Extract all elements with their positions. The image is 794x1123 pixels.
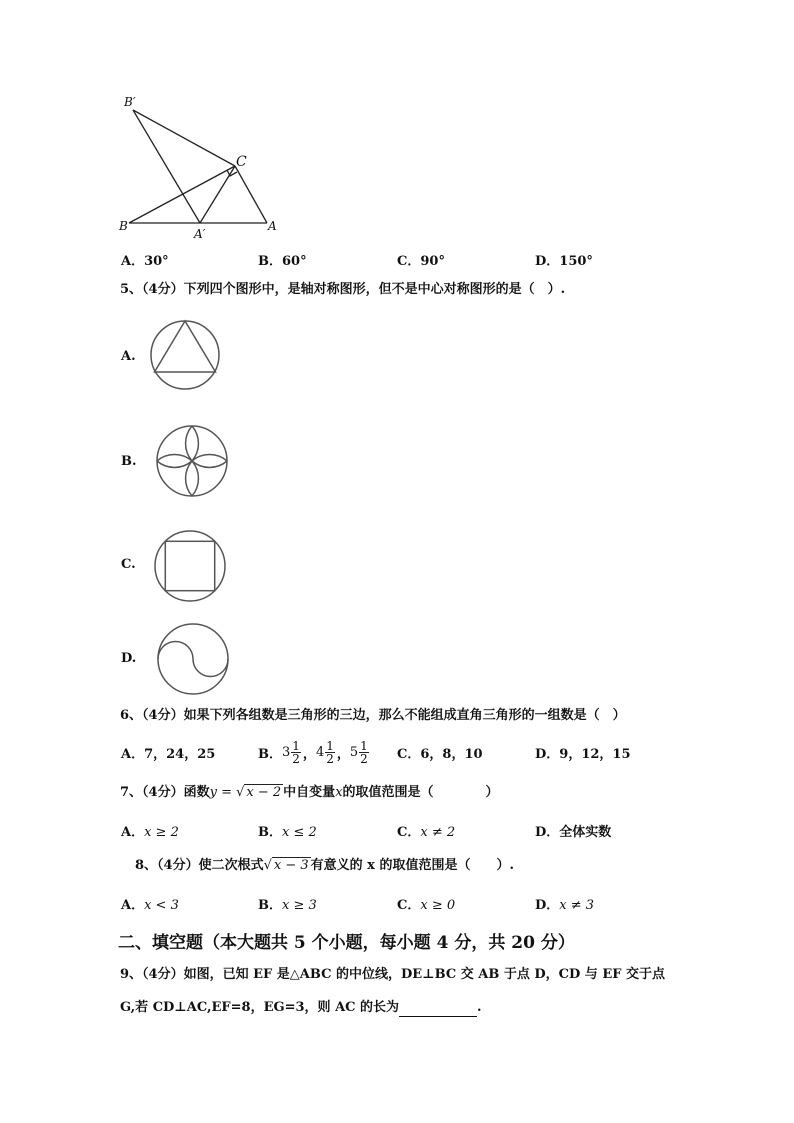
option-letter: B． [258, 825, 282, 840]
whole: 5 [349, 744, 359, 760]
option-text: 7，24，25 [144, 747, 216, 762]
radicand: x − 3 [273, 858, 309, 873]
option-text: 全体实数 [559, 825, 612, 840]
numerator: 1 [360, 738, 368, 753]
option-letter: D． [535, 825, 560, 840]
option-letter: A． [121, 898, 145, 913]
q8-option-c[interactable] [397, 894, 455, 913]
option-letter: C． [397, 747, 421, 762]
option-text: 6，8，10 [420, 747, 483, 762]
label-a-prime: A′ [194, 227, 206, 241]
q6-stem: 6、（4分）如果下列各组数是三角形的三边，那么不能组成直角三角形的一组数是（ ） [120, 708, 626, 723]
option-text: x ≠ 2 [420, 825, 456, 840]
q7-option-c[interactable] [397, 821, 455, 840]
whole: 3 [282, 744, 291, 760]
option-letter: D． [535, 747, 560, 762]
label-a: A [268, 219, 277, 233]
fraction [291, 740, 301, 765]
q4-option-c[interactable] [397, 250, 445, 269]
stem-prefix: 7、（4分）函数 [120, 785, 210, 800]
option-text: 60° [282, 254, 307, 269]
label-b: B [119, 219, 128, 233]
s-curve [158, 642, 228, 677]
stem-end: . [477, 1000, 482, 1015]
whole: 4 [315, 744, 325, 760]
variable: x [335, 785, 343, 800]
denominator: 2 [292, 751, 300, 766]
segment-c-a [235, 166, 267, 223]
option-letter: A． [121, 747, 145, 762]
option-letter: B． [258, 254, 282, 269]
outer-circle [151, 321, 219, 389]
option-letter: C． [397, 825, 421, 840]
denominator: 2 [360, 751, 368, 766]
option-text: x ≥ 0 [420, 898, 456, 913]
sqrt-sign: √ [263, 858, 272, 873]
q7-option-a[interactable] [121, 821, 179, 840]
petal-top [186, 426, 199, 461]
separator: ， [336, 746, 350, 762]
q6-option-a[interactable] [121, 743, 215, 762]
segment-b-prime-c [133, 110, 235, 166]
q8-option-b[interactable] [258, 894, 317, 913]
q9-stem-line2 [120, 999, 482, 1017]
option-text: 150° [559, 254, 593, 269]
q8-option-a[interactable] [121, 894, 179, 913]
q5-figure-c[interactable] [152, 528, 228, 604]
stem-prefix: 8、（4分）使二次根式 [135, 858, 264, 873]
q5-option-b-letter[interactable]: B. [121, 454, 137, 469]
mixed-number-2 [316, 740, 337, 765]
q4-option-b[interactable] [258, 250, 307, 269]
q6-option-c[interactable] [397, 743, 483, 762]
option-letter: A． [121, 254, 145, 269]
denominator: 2 [326, 751, 334, 766]
sqrt-sign: √ [236, 785, 245, 800]
option-text: x ≥ 3 [282, 898, 317, 913]
q5-option-d-letter[interactable]: D. [121, 651, 137, 666]
answer-blank[interactable] [399, 1002, 477, 1017]
q7-option-d[interactable] [535, 821, 611, 840]
fraction [359, 740, 369, 765]
radicand: x − 2 [246, 785, 282, 800]
q8-option-d[interactable] [535, 894, 594, 913]
inscribed-square [165, 541, 214, 590]
q7-option-b[interactable] [258, 821, 317, 840]
q4-option-d[interactable] [535, 250, 593, 269]
q5-figure-b[interactable] [154, 423, 230, 499]
option-letter: D． [535, 898, 560, 913]
q5-option-c-letter[interactable]: C. [121, 557, 136, 572]
section-heading: 二、填空题（本大题共 5 个小题，每小题 4 分，共 20 分） [118, 933, 575, 953]
option-text: 30° [144, 254, 169, 269]
option-text: 90° [420, 254, 445, 269]
q5-stem: 5、（4分）下列四个图形中，是轴对称图形，但不是中心对称图形的是（ ）. [120, 282, 566, 297]
q5-figure-a[interactable] [148, 318, 222, 392]
option-letter: B． [258, 898, 282, 913]
mixed-number-1 [282, 740, 303, 765]
option-letter: A． [121, 825, 145, 840]
numerator: 1 [292, 738, 300, 753]
stem-mid: 中自变量 [283, 785, 336, 800]
option-letter: B． [258, 746, 282, 762]
separator: ， [302, 746, 316, 762]
petal-bottom [186, 461, 199, 496]
label-c: C [236, 154, 247, 170]
petal-right [192, 455, 227, 468]
option-text: x < 3 [144, 898, 179, 913]
option-letter: D． [535, 254, 560, 269]
q6-option-b[interactable] [258, 734, 371, 770]
option-text: x ≠ 3 [559, 898, 595, 913]
label-b-prime: B′ [124, 95, 136, 109]
q7-stem [120, 784, 499, 802]
q6-option-d[interactable] [535, 743, 631, 762]
q5-option-a-letter[interactable]: A. [121, 349, 136, 364]
function-lhs: y = [209, 785, 237, 800]
option-letter: C． [397, 254, 421, 269]
q8-stem [135, 857, 514, 875]
q9-stem-line1: 9、（4分）如图，已知 EF 是△ABC 的中位线，DE⊥BC 交 AB 于点 D，CD 与 EF 交于点 [120, 967, 665, 982]
segment-b-c [129, 166, 235, 223]
option-text: x ≥ 2 [144, 825, 179, 840]
stem-suffix: 有意义的 x 的取值范围是（ ）. [310, 858, 514, 873]
fraction [325, 740, 335, 765]
stem-text: G,若 CD⊥AC,EF=8，EG=3，则 AC 的长为 [120, 1000, 400, 1015]
petal-left [157, 455, 192, 468]
option-letter: C． [397, 898, 421, 913]
mixed-number-3 [350, 740, 371, 765]
option-text: x ≤ 2 [282, 825, 317, 840]
option-text: 9，12，15 [559, 747, 631, 762]
segment-b-prime-a-prime [133, 110, 200, 223]
stem-suffix: 的取值范围是（ ） [342, 785, 499, 800]
q4-option-a[interactable] [121, 250, 169, 269]
numerator: 1 [326, 738, 334, 753]
q5-figure-d[interactable] [155, 621, 231, 697]
